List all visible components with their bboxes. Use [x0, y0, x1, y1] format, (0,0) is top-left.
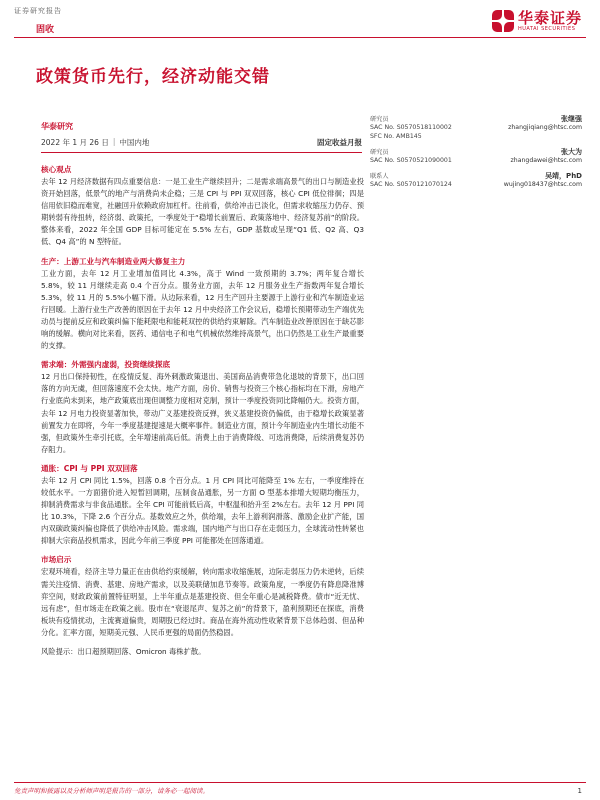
page-number: 1: [577, 787, 582, 795]
section-core-view: [41, 164, 364, 249]
analyst-sac: SAC No. S0570521090001: [370, 157, 452, 164]
section-tag: 固收: [36, 25, 55, 35]
report-body: [41, 164, 364, 658]
logo-mark-icon: [492, 10, 514, 32]
section-text: 宏观环境看，经济主导力量正在由供给约束缓解，转向需求收缩施展，边际走弱压力仍未逆转，后续需关注疫情、消费、基建、房地产需求，以及美联储加息节奏等。政策角度，一季度仍有降息降准博弈空间，财政政策前置特征明显，上半年重点是基建投资、但全年重心是减税降费。债市“近无忧、远有虑”，但市场走在政策之前。股市在“衰退尾声、复苏之前”的背景下，盈利预期还在探底，消费板块有疫情扰动，主流赛道偏贵，周期股已经过时。商品在海外流动性收紧背景下总体趋弱、但品种分化。汇率方面，短期美元强、人民币更强的局面仍然稳固。: [41, 567, 364, 637]
report-date: 2022 年 1 月 26 日: [41, 138, 109, 147]
brand-logo: [492, 10, 582, 32]
analyst-sfc: SFC No. AMB145: [370, 133, 422, 140]
section-heading: 需求端：外需强内虚弱，投资继续探底: [41, 360, 171, 370]
logo-en-text: HUATAI SECURITIES: [517, 26, 576, 32]
org-name: 华泰研究: [41, 122, 73, 131]
analyst-email[interactable]: wujing018437@htsc.com: [503, 181, 582, 188]
analyst-block: [370, 114, 582, 141]
section-text: 去年 12 月 CPI 同比 1.5%，回落 0.8 个百分点。1 月 CPI 同比可能降至 1% 左右，一季度维持在较低水平。一方面猪价进入短暂回调期，压制食品通胀，另一方面 O 型基本排增大短期均衡压力，抑制消费需求与非食品通胀。全年 CPI 可能前低后高，中枢温和抬升至 2%左右。去年 12 月 PPI 同比 10.3%，下降 2.6 个百分点。基数效应之外，供给端，去年上游利润滑落、激励企业扩产能，国内双碳政策纠偏也降低了供给冲击风险。需求端，国内地产与出口存在走弱压力，全球流动性转紧也抑制大宗商品投机需求，因此今年前三季度 PPI 可能都处在回落通道。: [41, 475, 364, 546]
section-production: [41, 256, 364, 353]
section-text: 去年 12 月经济数据有四点重要信息：一是工业生产继续回升；二是需求端高景气的出口与制造业投资开始回落，低景气的地产与消费尚未企稳；三是 CPI 与 PPI 双双回落，核心 CPI 低位徘徊；四是信用依旧稳而难宽，社融回升依赖政府加杠杆。往前看，供给冲击已淡化，但需求收缩压力仍存、预期转弱有待扭转，经济弱、政策托，一季度处于“稳增长前置后、政策落地中、经济复苏前”的阶段。整体来看，2022 年全国 GDP 目标可能定在 5.5% 左右，GDP 基数或呈现“Q1 低、Q2 高、Q3 低、Q4 高”的 N 型特征。: [41, 177, 364, 247]
analyst-sac: SAC No. S0570121070124: [370, 181, 452, 188]
report-region: 中国内地: [119, 138, 150, 147]
meta-line: 2022 年 1 月 26 日 | 中国内地 固定收益月报: [41, 137, 362, 147]
section-demand: [41, 359, 364, 456]
analyst-name: 张继强: [561, 114, 582, 123]
logo-cn-text: 华泰证券: [517, 9, 582, 27]
report-type-label: 证券研究报告: [14, 7, 62, 15]
analyst-block: [370, 171, 582, 189]
section-market: [41, 554, 364, 639]
section-heading: 生产：上游工业与汽车制造业两大修复主力: [41, 256, 186, 266]
analyst-panel: [370, 114, 582, 195]
section-risk: [41, 646, 364, 658]
analyst-role: 研究员: [370, 149, 389, 156]
analyst-email[interactable]: zhangjiqiang@htsc.com: [508, 124, 582, 131]
meta-divider: [41, 152, 362, 153]
analyst-role: 联系人: [370, 173, 389, 180]
analyst-sac: SAC No. S0570518110002: [370, 124, 452, 131]
report-category: 固定收益月报: [317, 138, 362, 147]
section-inflation: [41, 463, 364, 548]
analyst-name: 吴靖，PhD: [545, 171, 582, 180]
section-heading: 市场启示: [41, 555, 72, 565]
header-divider: [14, 37, 586, 38]
analyst-email[interactable]: zhangdawei@htsc.com: [510, 157, 582, 164]
risk-text: 风险提示：出口超预期回落、Omicron 毒株扩散。: [41, 647, 206, 656]
section-text: 12 月出口保持韧性，在疫情反复、海外刺激政策退出、美国商品消费带急化退坡的背景下，出口回落的方向无虞，但回落速度不会太快。地产方面，房价、销售与投资三个核心指标均在下滑，房地产行业底尚未到来，地产政策底出现但调整力度相对克制，预计一季度投资同比降幅仍大。投资方面，去年 12 月电力投资显著加快，带动广义基建投资反弹，狭义基建投资仍偏低，由于稳增长政策显著前置发力在即将，今年一季度基建提速是大概率事件。制造业方面，预计今年制造业内生增长动能不强，但政策外生牵引托底，全年增速前高后低。消费上由于消费降级、可选消费降，后续消费复苏仍存阻力。: [41, 372, 364, 454]
analyst-name: 张大为: [561, 147, 582, 156]
section-heading: 通胀：CPI 与 PPI 双双回落: [41, 463, 138, 473]
section-heading: 核心观点: [41, 165, 72, 174]
analyst-role: 研究员: [370, 116, 389, 123]
section-text: 工业方面，去年 12 月工业增加值同比 4.3%，高于 Wind 一致预期的 3.7%；两年复合增长 5.8%，较 11 月继续走高 0.4 个百分点。服务业方面，去年 12 月服务业生产指数两年复合增长 5.3%，较 11 月的 5.5%小幅下滑。从边际来看，12 月生产回升主要源于上游行业和汽车制造业运行回暖。上游行业生产改善的原因在于去年 12 月中央经济工作会议后，稳增长预期带动生产端优先动员与提前反应和政策纠偏下能耗限电和能耗双控的供给约束解除。汽车制造业改善原因在于缺芯影响的缓解。横向对比来看，医药、通信电子和电气机械依然维持高景气，出口仍然是工业生产最重要的支撑。: [41, 268, 364, 351]
footer-disclaimer: 免责声明和披露以及分析师声明是报告的一部分，请务必一起阅读。: [14, 787, 209, 795]
footer-divider: [14, 782, 586, 783]
report-title: 政策货币先行，经济动能交错: [36, 67, 270, 87]
analyst-block: [370, 147, 582, 165]
